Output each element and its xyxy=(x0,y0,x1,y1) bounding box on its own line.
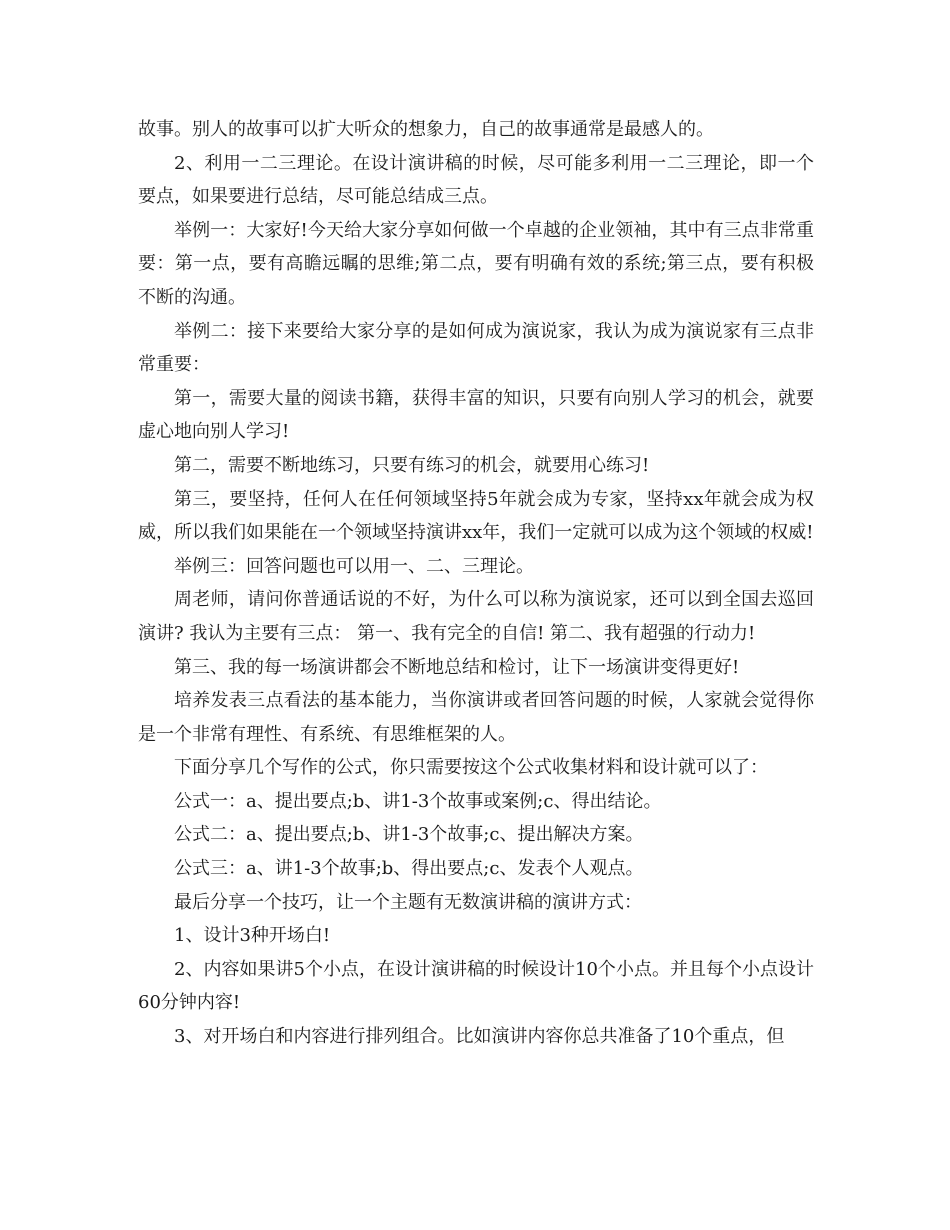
document-body xyxy=(138,113,814,1054)
paragraph: 第一，需要大量的阅读书籍，获得丰富的知识，只要有向别人学习的机会，就要虚心地向别人学习! xyxy=(138,387,814,443)
paragraph: 第二，需要不断地练习，只要有练习的机会，就要用心练习! xyxy=(174,454,650,476)
paragraph: 2、内容如果讲5个小点，在设计演讲稿的时候设计10个小点。并且每个小点设计60分钟内容! xyxy=(138,958,814,1014)
paragraph: 第三，要坚持，任何人在任何领域坚持5年就会成为专家，坚持xx年就会成为权威，所以我们如果能在一个领域坚持演讲xx年，我们一定就可以成为这个领域的权威! xyxy=(138,488,814,544)
paragraph: 2、利用一二三理论。在设计演讲稿的时候，尽可能多利用一二三理论，即一个要点，如果要进行总结，尽可能总结成三点。 xyxy=(138,152,814,208)
paragraph: 举例三：回答问题也可以用一、二、三理论。 xyxy=(174,555,534,577)
paragraph: 培养发表三点看法的基本能力，当你演讲或者回答问题的时候，人家就会觉得你是一个非常有理性、有系统、有思维框架的人。 xyxy=(138,690,814,745)
paragraph: 公式一：a、提出要点;b、讲1-3个故事或案例;c、得出结论。 xyxy=(174,790,662,812)
paragraph: 第三、我的每一场演讲都会不断地总结和检讨，让下一场演讲变得更好! xyxy=(174,656,740,678)
paragraph: 下面分享几个写作的公式，你只需要按这个公式收集材料和设计就可以了： xyxy=(174,757,768,779)
paragraph: 最后分享一个技巧，让一个主题有无数演讲稿的演讲方式： xyxy=(174,891,642,913)
paragraph: 公式三：a、讲1-3个故事;b、得出要点;c、发表个人观点。 xyxy=(174,858,644,880)
paragraph: 故事。别人的故事可以扩大听众的想象力，自己的故事通常是最感人的。 xyxy=(138,119,714,140)
paragraph: 周老师，请问你普通话说的不好，为什么可以称为演说家，还可以到全国去巡回演讲? 我认为主要有三点： 第一、我有完全的自信! 第二、我有超强的行动力! xyxy=(138,589,814,644)
paragraph: 3、对开场白和内容进行排列组合。比如演讲内容你总共准备了10个重点，但 xyxy=(174,1026,785,1048)
paragraph: 1、设计3种开场白! xyxy=(174,925,331,947)
paragraph: 举例一：大家好!今天给大家分享如何做一个卓越的企业领袖，其中有三点非常重要：第一点，要有高瞻远瞩的思维;第二点，要有明确有效的系统;第三点，要有积极不断的沟通。 xyxy=(138,219,814,308)
paragraph: 举例二：接下来要给大家分享的是如何成为演说家，我认为成为演说家有三点非常重要： xyxy=(138,320,814,376)
paragraph: 公式二：a、提出要点;b、讲1-3个故事;c、提出解决方案。 xyxy=(174,824,644,846)
